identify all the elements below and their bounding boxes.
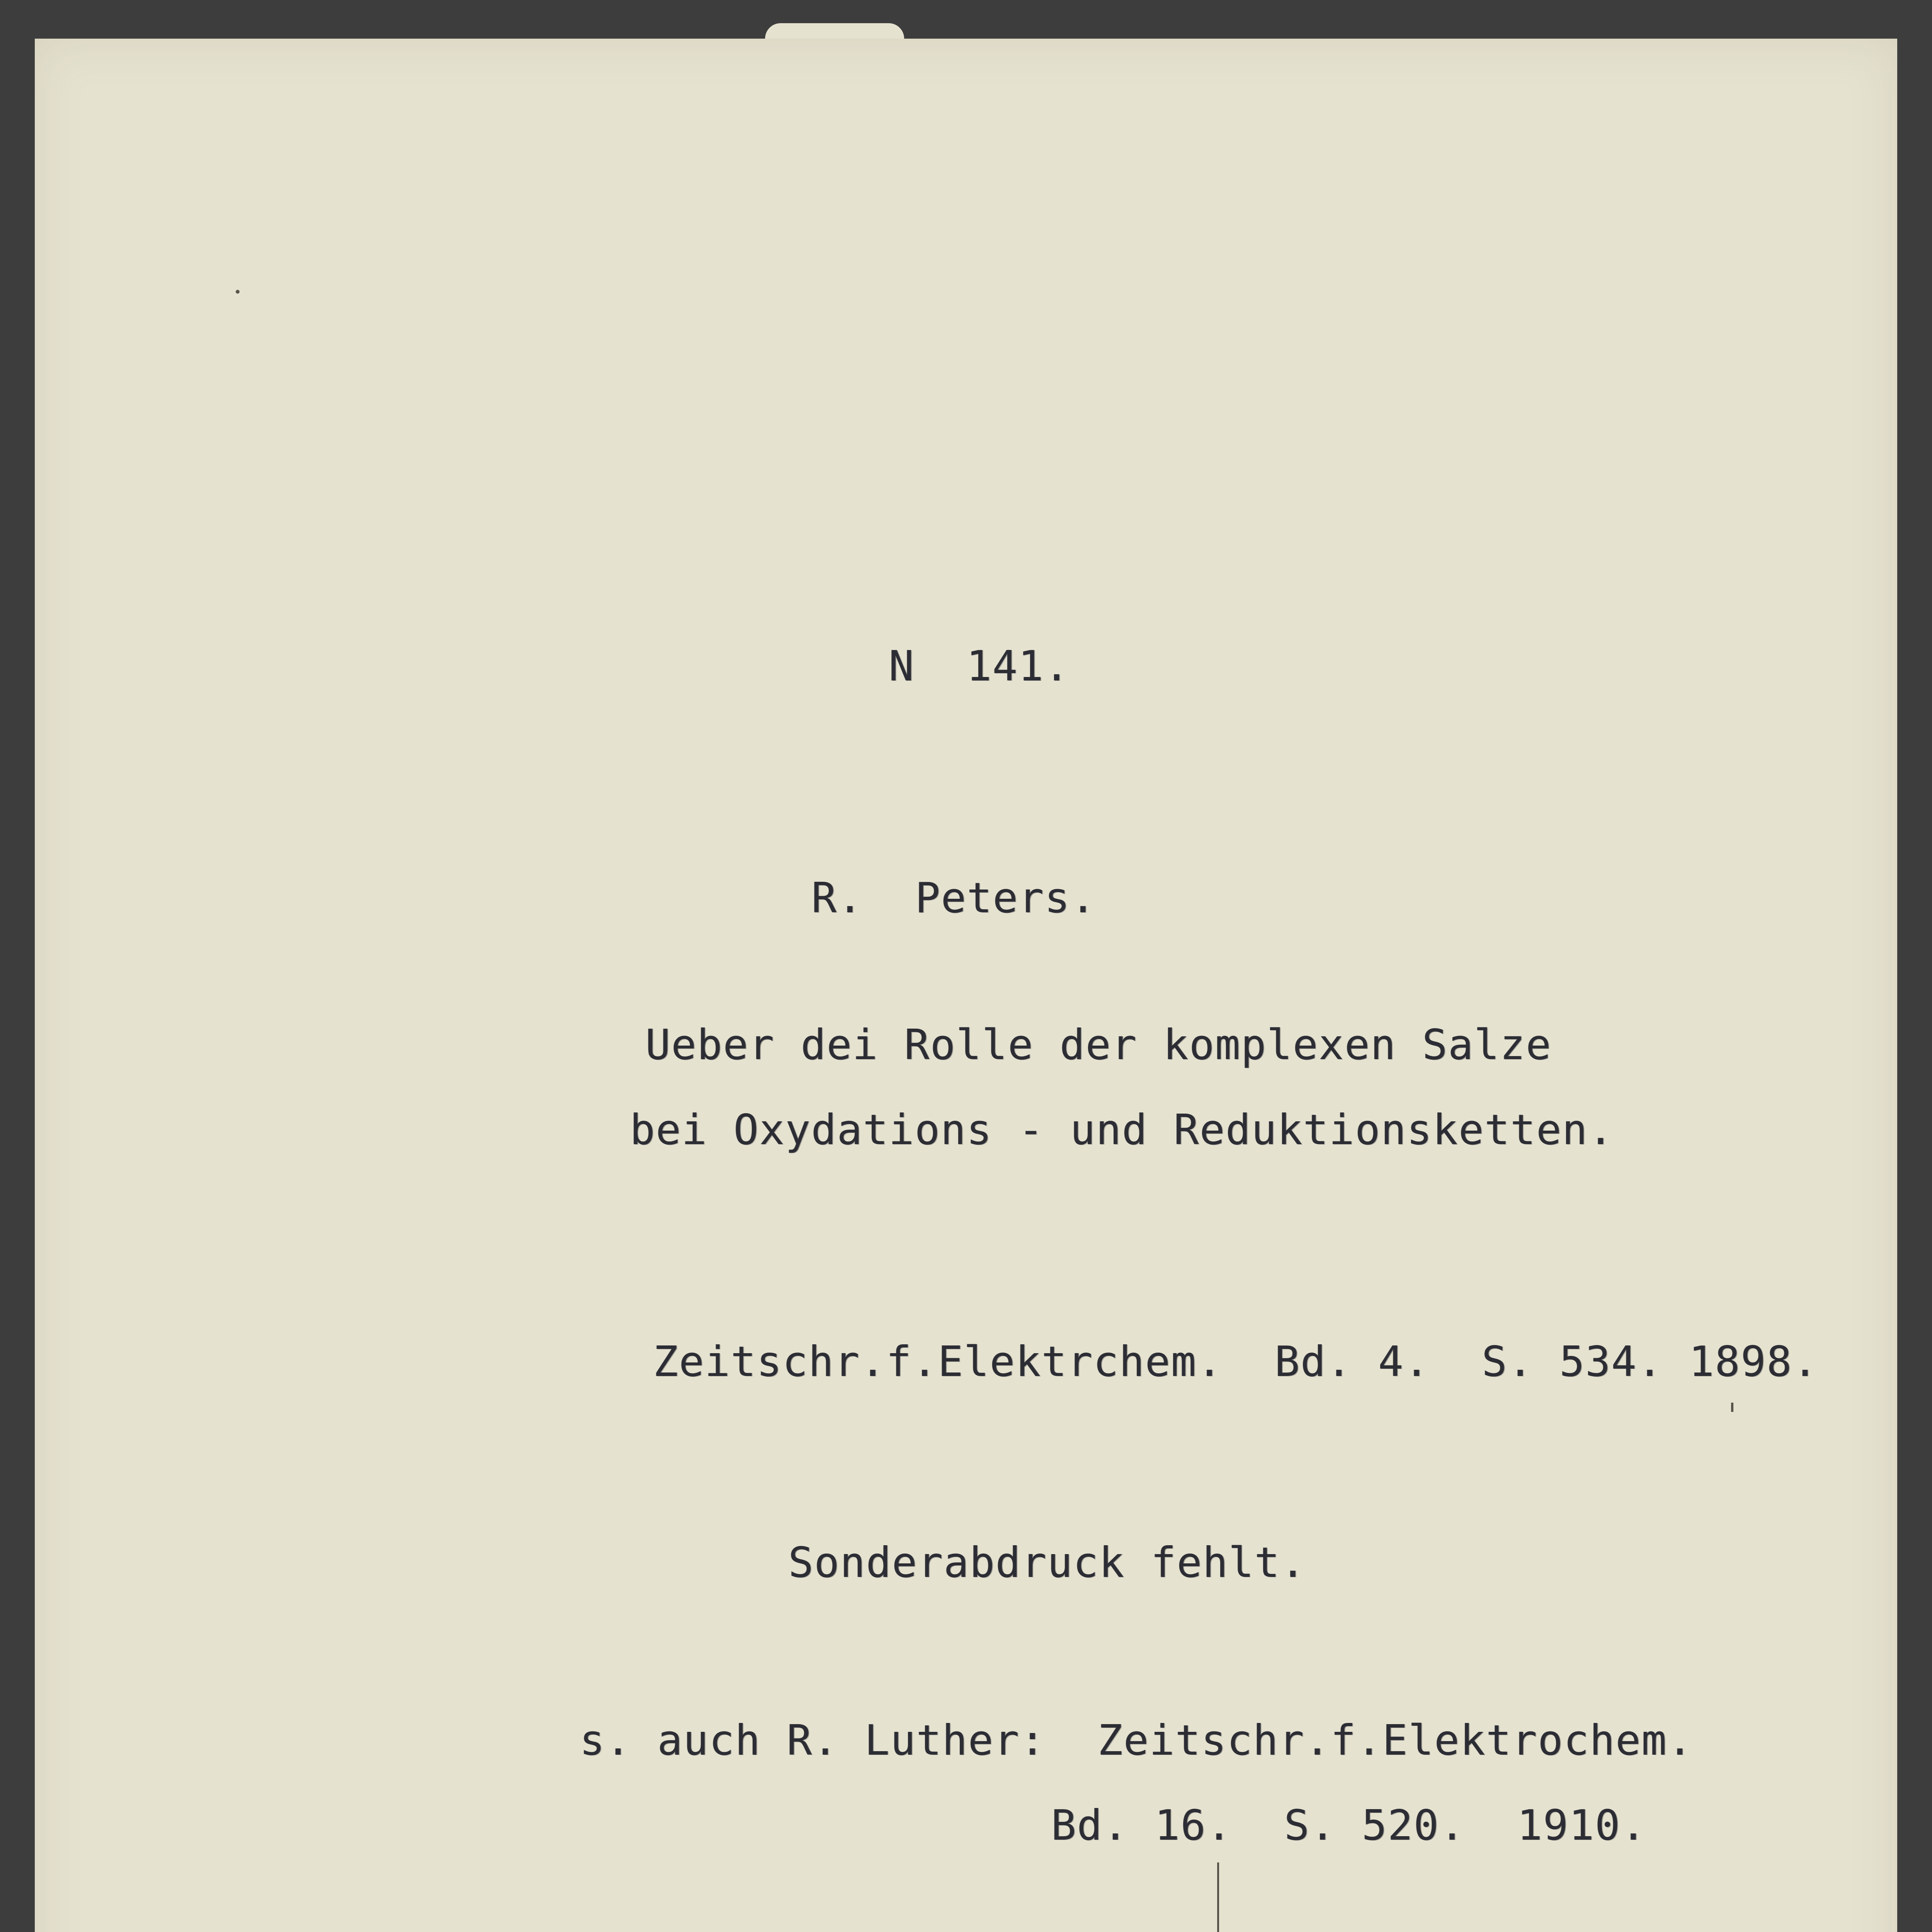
title-line-2: bei Oxydations - und Reduktionsketten. — [630, 1106, 1614, 1154]
reference-line-1: s. auch R. Luther: Zeitschr.f.Elektrochem. — [580, 1716, 1693, 1765]
paper-speck — [236, 290, 240, 294]
title-line-1: Ueber dei Rolle der komplexen Salze — [645, 1021, 1552, 1069]
author-name: R. Peters. — [811, 874, 1097, 922]
journal-citation: Zeitschr.f.Elektrchem. Bd. 4. S. 534. 1898. — [653, 1338, 1818, 1386]
catalog-number: N 141. — [889, 642, 1070, 690]
document-page — [35, 39, 1897, 1932]
pencil-stroke — [1217, 1862, 1219, 1932]
paper-speck — [1731, 1403, 1733, 1412]
offprint-note: Sonderabdruck fehlt. — [788, 1539, 1306, 1587]
reference-line-2: Bd. 16. S. 520. 1910. — [1051, 1801, 1647, 1850]
